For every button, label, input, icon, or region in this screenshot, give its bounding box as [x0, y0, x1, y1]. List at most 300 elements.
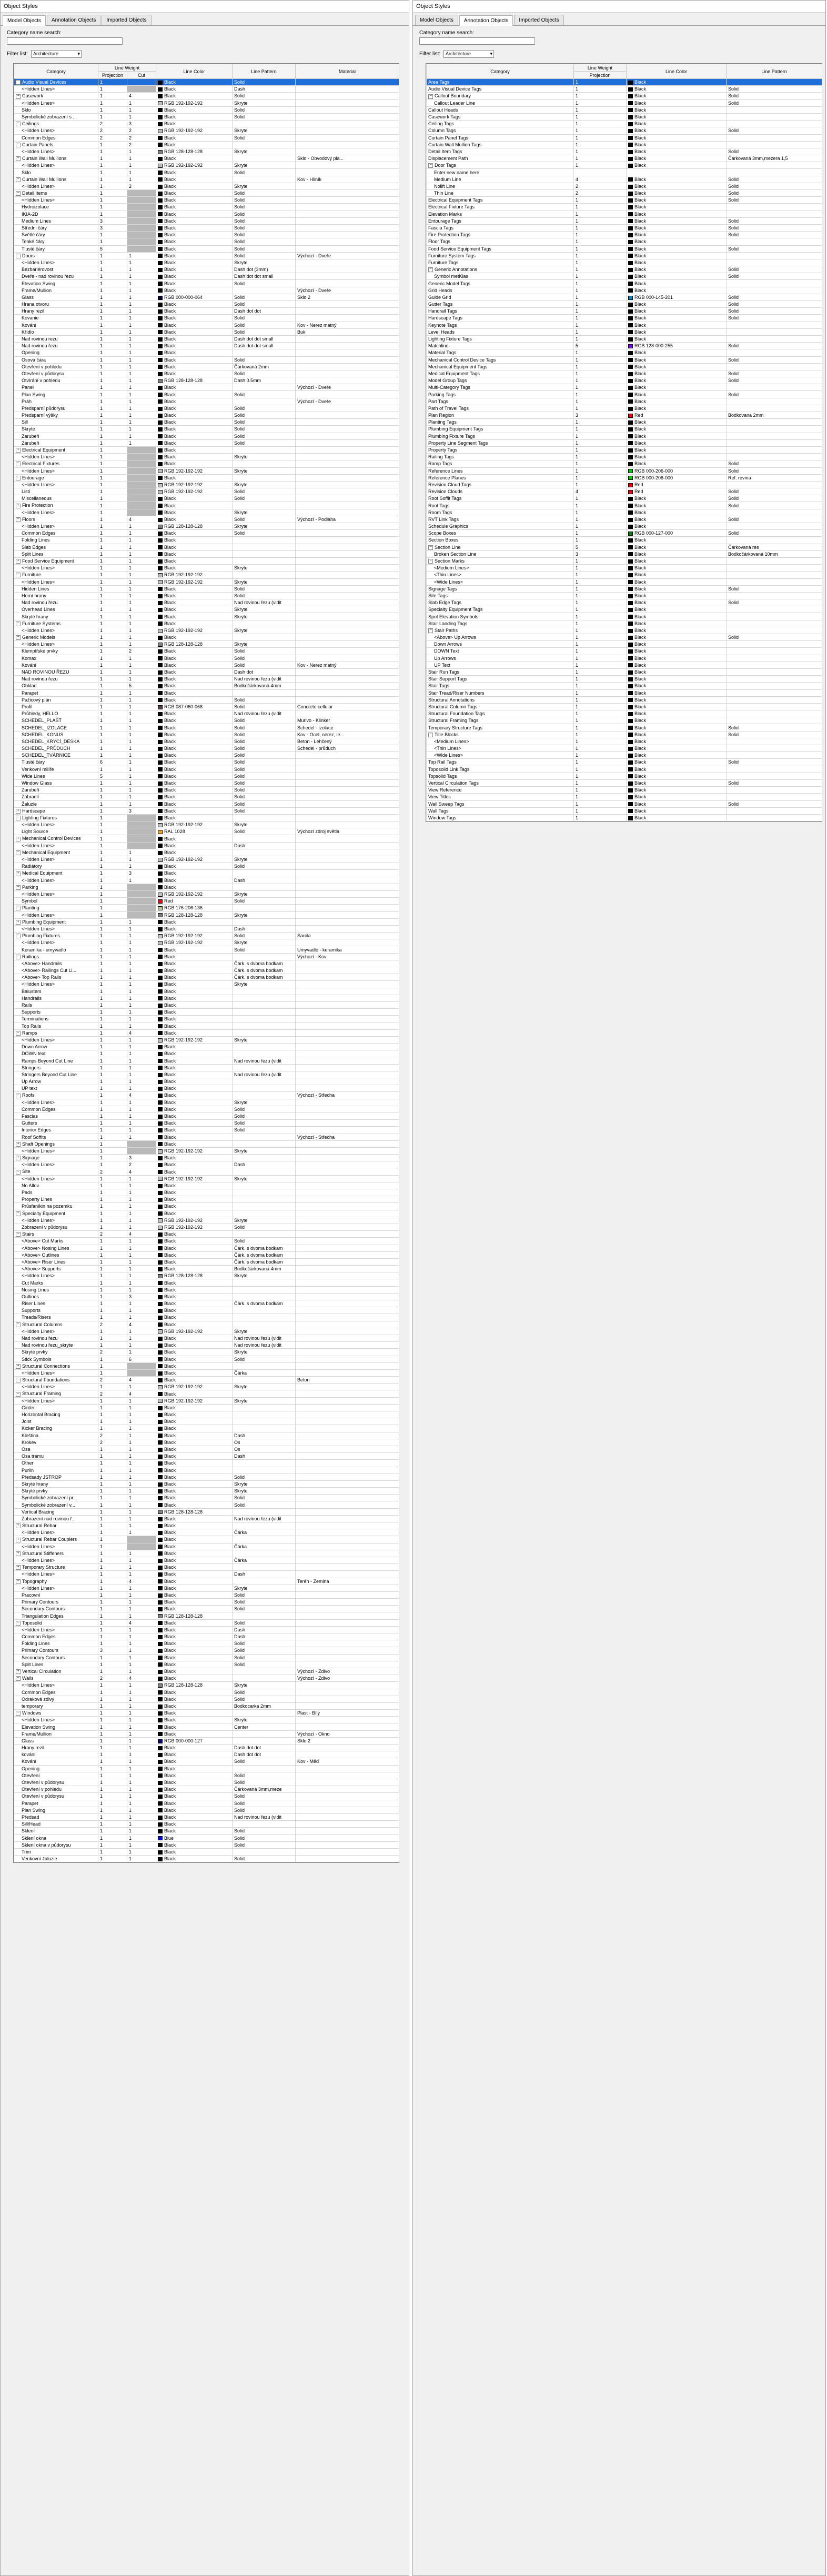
- table-row[interactable]: [14, 620, 399, 627]
- category-cell[interactable]: [427, 121, 574, 127]
- line-pattern-cell[interactable]: [727, 814, 822, 821]
- projection-weight-cell[interactable]: 1: [574, 502, 627, 509]
- projection-weight-cell[interactable]: 1: [98, 696, 127, 703]
- projection-weight-cell[interactable]: 1: [574, 683, 627, 689]
- line-pattern-cell[interactable]: Solid: [727, 391, 822, 398]
- line-pattern-cell[interactable]: [233, 835, 296, 842]
- projection-weight-cell[interactable]: 1: [574, 530, 627, 537]
- projection-weight-cell[interactable]: 1: [574, 572, 627, 578]
- projection-weight-cell[interactable]: 1: [98, 1120, 127, 1127]
- category-cell[interactable]: [14, 335, 98, 342]
- cut-weight-cell[interactable]: 1: [127, 1661, 156, 1668]
- line-color-cell[interactable]: [627, 322, 727, 328]
- line-color-cell[interactable]: [156, 134, 233, 141]
- material-cell[interactable]: [296, 689, 399, 696]
- material-cell[interactable]: [296, 585, 399, 592]
- line-pattern-cell[interactable]: Solid: [727, 370, 822, 377]
- line-pattern-cell[interactable]: Solid: [233, 592, 296, 599]
- table-row[interactable]: [14, 481, 399, 488]
- line-color-cell[interactable]: [156, 634, 233, 641]
- category-cell[interactable]: [14, 1626, 98, 1633]
- category-cell[interactable]: [14, 738, 98, 745]
- line-color-cell[interactable]: [156, 981, 233, 988]
- line-pattern-cell[interactable]: Bodkovana 2mm: [727, 412, 822, 419]
- line-color-cell[interactable]: [627, 599, 727, 606]
- projection-weight-cell[interactable]: 1: [98, 592, 127, 599]
- line-color-cell[interactable]: [627, 266, 727, 273]
- table-row[interactable]: [14, 1432, 399, 1439]
- table-row[interactable]: [427, 322, 822, 328]
- table-row[interactable]: [427, 308, 822, 315]
- table-row[interactable]: [14, 1036, 399, 1043]
- cut-weight-cell[interactable]: 1: [127, 953, 156, 960]
- line-pattern-cell[interactable]: Skryte: [233, 1328, 296, 1335]
- projection-weight-cell[interactable]: 2: [98, 127, 127, 134]
- material-cell[interactable]: [296, 578, 399, 585]
- projection-weight-cell[interactable]: 1: [98, 391, 127, 398]
- cut-weight-cell[interactable]: 1: [127, 322, 156, 328]
- category-cell[interactable]: [14, 578, 98, 585]
- cut-weight-cell[interactable]: 4: [127, 1377, 156, 1384]
- line-pattern-cell[interactable]: [727, 696, 822, 703]
- line-color-cell[interactable]: [156, 1258, 233, 1265]
- line-color-cell[interactable]: [156, 1092, 233, 1099]
- projection-weight-cell[interactable]: 1: [98, 1189, 127, 1196]
- cut-weight-cell[interactable]: 1: [127, 1189, 156, 1196]
- material-cell[interactable]: [296, 1807, 399, 1813]
- category-cell[interactable]: [427, 731, 574, 738]
- line-color-cell[interactable]: [156, 1591, 233, 1598]
- line-pattern-cell[interactable]: [233, 988, 296, 995]
- projection-weight-cell[interactable]: 1: [98, 731, 127, 738]
- table-row[interactable]: [14, 301, 399, 308]
- category-cell[interactable]: [14, 905, 98, 911]
- table-row[interactable]: [427, 599, 822, 606]
- line-color-cell[interactable]: [156, 1841, 233, 1848]
- line-pattern-cell[interactable]: Dash: [233, 1161, 296, 1168]
- line-color-cell[interactable]: [627, 86, 727, 93]
- projection-weight-cell[interactable]: 1: [98, 939, 127, 946]
- table-row[interactable]: [14, 252, 399, 259]
- line-pattern-cell[interactable]: [233, 1064, 296, 1071]
- cut-weight-cell[interactable]: 1: [127, 724, 156, 731]
- line-pattern-cell[interactable]: Solid: [233, 356, 296, 363]
- line-color-cell[interactable]: [627, 315, 727, 322]
- line-color-cell[interactable]: [627, 724, 727, 731]
- table-row[interactable]: [427, 537, 822, 544]
- cut-weight-cell[interactable]: 1: [127, 343, 156, 349]
- cut-weight-cell[interactable]: 1: [127, 1522, 156, 1529]
- table-row[interactable]: [14, 439, 399, 446]
- category-cell[interactable]: [14, 1168, 98, 1175]
- table-row[interactable]: [14, 863, 399, 870]
- line-color-cell[interactable]: [156, 544, 233, 550]
- category-cell[interactable]: [14, 1480, 98, 1487]
- projection-weight-cell[interactable]: 1: [98, 1397, 127, 1404]
- line-color-cell[interactable]: [627, 634, 727, 641]
- projection-weight-cell[interactable]: 1: [574, 641, 627, 648]
- category-cell[interactable]: [14, 1224, 98, 1230]
- material-cell[interactable]: [296, 1841, 399, 1848]
- projection-weight-cell[interactable]: 1: [574, 148, 627, 155]
- table-row[interactable]: [427, 398, 822, 405]
- line-color-cell[interactable]: [627, 238, 727, 245]
- line-color-cell[interactable]: [627, 794, 727, 800]
- collapse-icon[interactable]: −: [16, 156, 21, 161]
- table-row[interactable]: [14, 592, 399, 599]
- col-category[interactable]: Category: [427, 64, 574, 79]
- table-row[interactable]: [14, 1001, 399, 1008]
- projection-weight-cell[interactable]: 1: [98, 1147, 127, 1154]
- line-pattern-cell[interactable]: Solid: [233, 370, 296, 377]
- cut-weight-cell[interactable]: 1: [127, 578, 156, 585]
- projection-weight-cell[interactable]: 1: [574, 495, 627, 502]
- line-pattern-cell[interactable]: Solid: [727, 176, 822, 183]
- category-cell[interactable]: [427, 516, 574, 523]
- category-cell[interactable]: [14, 849, 98, 856]
- material-cell[interactable]: [296, 1772, 399, 1779]
- table-row[interactable]: [427, 79, 822, 86]
- projection-weight-cell[interactable]: 1: [98, 1064, 127, 1071]
- material-cell[interactable]: [296, 1286, 399, 1293]
- line-pattern-cell[interactable]: Solid: [233, 738, 296, 745]
- material-cell[interactable]: [296, 245, 399, 252]
- collapse-icon[interactable]: −: [16, 1579, 21, 1584]
- table-row[interactable]: [14, 446, 399, 453]
- category-cell[interactable]: [427, 787, 574, 794]
- table-row[interactable]: [14, 766, 399, 773]
- projection-weight-cell[interactable]: 1: [98, 946, 127, 953]
- table-row[interactable]: [14, 1258, 399, 1265]
- material-cell[interactable]: [296, 759, 399, 766]
- cut-weight-cell[interactable]: 1: [127, 1425, 156, 1432]
- category-cell[interactable]: [427, 162, 574, 169]
- line-pattern-cell[interactable]: Skryte: [233, 578, 296, 585]
- table-row[interactable]: [14, 1723, 399, 1730]
- category-cell[interactable]: [14, 939, 98, 946]
- projection-weight-cell[interactable]: 4: [574, 176, 627, 183]
- material-cell[interactable]: [296, 79, 399, 86]
- material-cell[interactable]: [296, 821, 399, 828]
- projection-weight-cell[interactable]: 1: [98, 1779, 127, 1786]
- material-cell[interactable]: [296, 814, 399, 821]
- projection-weight-cell[interactable]: 1: [574, 467, 627, 474]
- table-row[interactable]: [14, 134, 399, 141]
- projection-weight-cell[interactable]: 1: [98, 1036, 127, 1043]
- material-cell[interactable]: [296, 349, 399, 356]
- cut-weight-cell[interactable]: 1: [127, 565, 156, 572]
- category-cell[interactable]: [14, 1751, 98, 1758]
- cut-weight-cell[interactable]: 1: [127, 1175, 156, 1182]
- line-pattern-cell[interactable]: Solid: [233, 391, 296, 398]
- line-pattern-cell[interactable]: Dash: [233, 1626, 296, 1633]
- table-row[interactable]: [14, 377, 399, 384]
- line-pattern-cell[interactable]: [233, 1737, 296, 1744]
- projection-weight-cell[interactable]: 5: [98, 773, 127, 779]
- projection-weight-cell[interactable]: 1: [574, 523, 627, 530]
- projection-weight-cell[interactable]: 1: [98, 405, 127, 412]
- line-pattern-cell[interactable]: Solid: [233, 224, 296, 231]
- line-color-cell[interactable]: [627, 766, 727, 773]
- material-cell[interactable]: [296, 217, 399, 224]
- line-color-cell[interactable]: [156, 1522, 233, 1529]
- line-pattern-cell[interactable]: Solid: [233, 1661, 296, 1668]
- table-row[interactable]: [427, 176, 822, 183]
- category-cell[interactable]: [14, 1321, 98, 1328]
- material-cell[interactable]: [296, 960, 399, 967]
- line-color-cell[interactable]: [627, 655, 727, 661]
- material-cell[interactable]: [296, 308, 399, 315]
- collapse-icon[interactable]: −: [16, 462, 21, 466]
- projection-weight-cell[interactable]: 1: [98, 1300, 127, 1307]
- material-cell[interactable]: Terén - Zemina: [296, 1578, 399, 1585]
- cut-weight-cell[interactable]: 1: [127, 1078, 156, 1085]
- material-cell[interactable]: [296, 1626, 399, 1633]
- collapse-icon[interactable]: −: [16, 635, 21, 640]
- cut-weight-cell[interactable]: 1: [127, 703, 156, 710]
- category-cell[interactable]: [427, 648, 574, 655]
- projection-weight-cell[interactable]: 1: [98, 1730, 127, 1737]
- projection-weight-cell[interactable]: 1: [574, 676, 627, 683]
- table-row[interactable]: [14, 1668, 399, 1675]
- projection-weight-cell[interactable]: 1: [98, 1161, 127, 1168]
- line-color-cell[interactable]: [156, 1342, 233, 1349]
- projection-weight-cell[interactable]: 3: [98, 1647, 127, 1654]
- projection-weight-cell[interactable]: 1: [98, 828, 127, 835]
- category-cell[interactable]: [14, 766, 98, 773]
- table-row[interactable]: [14, 1591, 399, 1598]
- projection-weight-cell[interactable]: 1: [98, 1633, 127, 1640]
- table-row[interactable]: [427, 141, 822, 148]
- line-color-cell[interactable]: [627, 211, 727, 217]
- line-color-cell[interactable]: [156, 1168, 233, 1175]
- category-cell[interactable]: [14, 1557, 98, 1563]
- table-row[interactable]: [14, 884, 399, 890]
- material-cell[interactable]: [296, 1661, 399, 1668]
- projection-weight-cell[interactable]: 1: [98, 377, 127, 384]
- material-cell[interactable]: [296, 856, 399, 863]
- line-color-cell[interactable]: [156, 1751, 233, 1758]
- line-color-cell[interactable]: [156, 773, 233, 779]
- cut-weight-cell[interactable]: 1: [127, 1495, 156, 1501]
- line-color-cell[interactable]: [156, 1134, 233, 1140]
- table-row[interactable]: [14, 1175, 399, 1182]
- category-cell[interactable]: [427, 363, 574, 370]
- category-cell[interactable]: [14, 1300, 98, 1307]
- line-color-cell[interactable]: [156, 918, 233, 925]
- table-row[interactable]: [14, 183, 399, 189]
- projection-weight-cell[interactable]: 1: [98, 599, 127, 606]
- cut-weight-cell[interactable]: 1: [127, 1828, 156, 1835]
- cut-weight-cell[interactable]: 1: [127, 1064, 156, 1071]
- cut-weight-cell[interactable]: 1: [127, 877, 156, 884]
- cut-weight-cell[interactable]: 1: [127, 1106, 156, 1112]
- material-cell[interactable]: [296, 190, 399, 197]
- category-cell[interactable]: [14, 856, 98, 863]
- category-cell[interactable]: [14, 439, 98, 446]
- projection-weight-cell[interactable]: 1: [98, 661, 127, 668]
- material-cell[interactable]: [296, 606, 399, 613]
- line-color-cell[interactable]: [156, 1612, 233, 1619]
- material-cell[interactable]: [296, 363, 399, 370]
- projection-weight-cell[interactable]: 1: [98, 79, 127, 86]
- category-cell[interactable]: [14, 1585, 98, 1591]
- projection-weight-cell[interactable]: 1: [98, 634, 127, 641]
- table-row[interactable]: [427, 273, 822, 280]
- cut-weight-cell[interactable]: 1: [127, 287, 156, 294]
- category-cell[interactable]: [14, 446, 98, 453]
- line-pattern-cell[interactable]: Solid: [233, 1501, 296, 1508]
- col-category[interactable]: Category: [14, 64, 98, 79]
- category-cell[interactable]: [14, 1092, 98, 1099]
- category-cell[interactable]: [427, 197, 574, 204]
- category-cell[interactable]: [14, 127, 98, 134]
- line-pattern-cell[interactable]: [233, 1467, 296, 1474]
- category-cell[interactable]: [14, 800, 98, 807]
- line-pattern-cell[interactable]: [727, 363, 822, 370]
- material-cell[interactable]: [296, 967, 399, 974]
- category-cell[interactable]: [14, 641, 98, 648]
- material-cell[interactable]: [296, 356, 399, 363]
- material-cell[interactable]: [296, 1147, 399, 1154]
- category-cell[interactable]: [14, 1029, 98, 1036]
- table-row[interactable]: [427, 516, 822, 523]
- category-cell[interactable]: [14, 787, 98, 794]
- table-row[interactable]: [14, 1501, 399, 1508]
- table-row[interactable]: [14, 1793, 399, 1800]
- line-color-cell[interactable]: [156, 1508, 233, 1515]
- category-cell[interactable]: [14, 1807, 98, 1813]
- table-row[interactable]: [14, 412, 399, 419]
- line-color-cell[interactable]: [156, 1460, 233, 1467]
- cut-weight-cell[interactable]: 1: [127, 1772, 156, 1779]
- table-row[interactable]: [14, 169, 399, 176]
- line-color-cell[interactable]: [156, 1217, 233, 1224]
- projection-weight-cell[interactable]: 1: [98, 655, 127, 661]
- material-cell[interactable]: [296, 766, 399, 773]
- line-pattern-cell[interactable]: Solid: [233, 294, 296, 300]
- line-color-cell[interactable]: [156, 1606, 233, 1612]
- line-color-cell[interactable]: [627, 245, 727, 252]
- table-row[interactable]: [427, 99, 822, 106]
- table-row[interactable]: [14, 516, 399, 523]
- projection-weight-cell[interactable]: 1: [98, 585, 127, 592]
- line-color-cell[interactable]: [156, 169, 233, 176]
- category-cell[interactable]: [14, 1612, 98, 1619]
- material-cell[interactable]: [296, 1557, 399, 1563]
- line-pattern-cell[interactable]: Skryte: [233, 911, 296, 918]
- category-cell[interactable]: [14, 911, 98, 918]
- material-cell[interactable]: [296, 1702, 399, 1709]
- line-color-cell[interactable]: [156, 419, 233, 426]
- collapse-icon[interactable]: −: [16, 476, 21, 480]
- table-row[interactable]: [14, 1467, 399, 1474]
- projection-weight-cell[interactable]: 1: [98, 488, 127, 495]
- cut-weight-cell[interactable]: 1: [127, 530, 156, 537]
- line-pattern-cell[interactable]: Solid: [727, 599, 822, 606]
- category-cell[interactable]: [14, 1460, 98, 1467]
- table-row[interactable]: [427, 377, 822, 384]
- line-pattern-cell[interactable]: Dash: [233, 1432, 296, 1439]
- category-cell[interactable]: [14, 842, 98, 849]
- projection-weight-cell[interactable]: 1: [574, 661, 627, 668]
- line-color-cell[interactable]: [627, 273, 727, 280]
- table-row[interactable]: [14, 523, 399, 530]
- table-row[interactable]: [14, 1612, 399, 1619]
- table-row[interactable]: [427, 301, 822, 308]
- line-pattern-cell[interactable]: Solid: [727, 502, 822, 509]
- col-projection[interactable]: Projection: [574, 72, 627, 79]
- category-cell[interactable]: [14, 1314, 98, 1321]
- category-cell[interactable]: [14, 724, 98, 731]
- cut-weight-cell[interactable]: 1: [127, 641, 156, 648]
- line-color-cell[interactable]: [627, 328, 727, 335]
- projection-weight-cell[interactable]: 1: [98, 1501, 127, 1508]
- projection-weight-cell[interactable]: 1: [98, 1023, 127, 1029]
- projection-weight-cell[interactable]: 1: [574, 377, 627, 384]
- line-color-cell[interactable]: [627, 106, 727, 113]
- cut-weight-cell[interactable]: 1: [127, 710, 156, 717]
- category-cell[interactable]: [14, 287, 98, 294]
- line-pattern-cell[interactable]: Solid: [233, 232, 296, 238]
- category-cell[interactable]: [14, 620, 98, 627]
- projection-weight-cell[interactable]: 1: [574, 398, 627, 405]
- line-color-cell[interactable]: [156, 1467, 233, 1474]
- category-cell[interactable]: [14, 412, 98, 419]
- projection-weight-cell[interactable]: 1: [98, 1717, 127, 1723]
- projection-weight-cell[interactable]: 1: [98, 814, 127, 821]
- expand-icon[interactable]: +: [16, 871, 21, 876]
- category-cell[interactable]: [14, 918, 98, 925]
- line-color-cell[interactable]: [156, 495, 233, 502]
- cut-weight-cell[interactable]: 1: [127, 1800, 156, 1807]
- line-pattern-cell[interactable]: [233, 1286, 296, 1293]
- line-pattern-cell[interactable]: [727, 162, 822, 169]
- line-color-cell[interactable]: [627, 537, 727, 544]
- line-color-cell[interactable]: [156, 370, 233, 377]
- material-cell[interactable]: [296, 773, 399, 779]
- line-pattern-cell[interactable]: Os: [233, 1439, 296, 1446]
- line-color-cell[interactable]: [156, 703, 233, 710]
- line-color-cell[interactable]: [156, 1585, 233, 1591]
- material-cell[interactable]: Kov - Nerez matný: [296, 322, 399, 328]
- line-color-cell[interactable]: [627, 93, 727, 99]
- line-pattern-cell[interactable]: [233, 537, 296, 544]
- projection-weight-cell[interactable]: 1: [98, 481, 127, 488]
- category-cell[interactable]: [14, 405, 98, 412]
- cut-weight-cell[interactable]: 6: [127, 1356, 156, 1362]
- collapse-icon[interactable]: −: [16, 573, 21, 577]
- material-cell[interactable]: [296, 1745, 399, 1751]
- cut-weight-cell[interactable]: 1: [127, 787, 156, 794]
- material-cell[interactable]: [296, 752, 399, 759]
- table-row[interactable]: [14, 738, 399, 745]
- line-color-cell[interactable]: [156, 1564, 233, 1571]
- projection-weight-cell[interactable]: 1: [98, 1682, 127, 1689]
- projection-weight-cell[interactable]: 1: [98, 266, 127, 273]
- line-color-cell[interactable]: [156, 641, 233, 648]
- table-row[interactable]: [14, 814, 399, 821]
- cut-weight-cell[interactable]: 1: [127, 1474, 156, 1480]
- category-cell[interactable]: [14, 1689, 98, 1696]
- material-cell[interactable]: Concrete cellular: [296, 703, 399, 710]
- cut-weight-cell[interactable]: 1: [127, 335, 156, 342]
- table-row[interactable]: [14, 557, 399, 564]
- material-cell[interactable]: [296, 634, 399, 641]
- table-row[interactable]: [427, 585, 822, 592]
- category-cell[interactable]: [14, 988, 98, 995]
- material-cell[interactable]: Výchozí - Dveře: [296, 384, 399, 391]
